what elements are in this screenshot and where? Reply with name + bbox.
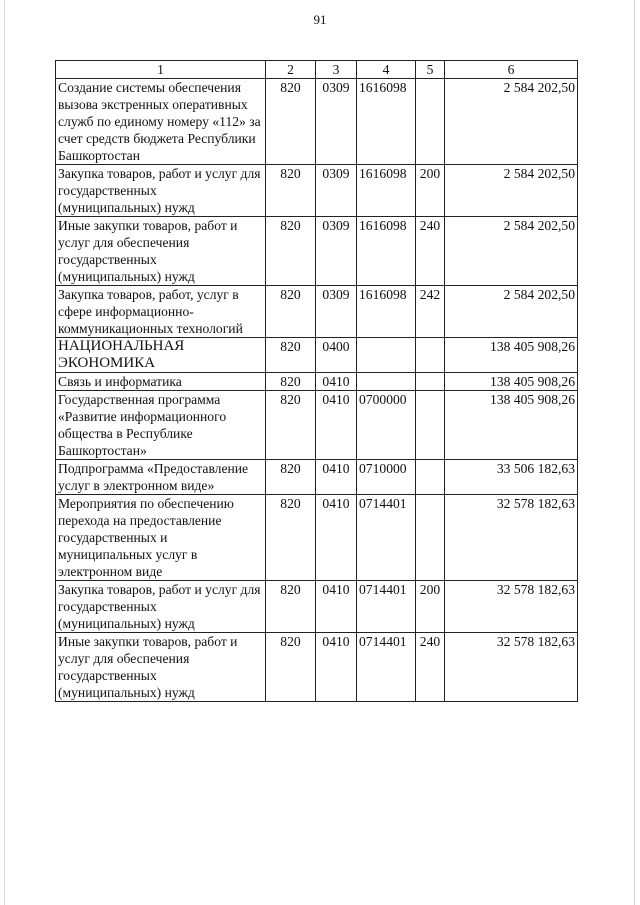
row-name: Мероприятия по обеспечению перехода на предоставление государственных и муниципальных услуг в электронном виде (56, 495, 266, 581)
header-col-3: 3 (316, 61, 357, 79)
row-name: Иные закупки товаров, работ и услуг для обеспечения государственных (муниципальных) нужд (56, 217, 266, 286)
row-col3: 0410 (316, 391, 357, 460)
table-row (56, 391, 578, 460)
row-col3: 0410 (316, 633, 357, 702)
row-amount: 138 405 908,26 (445, 373, 578, 391)
row-name: Государственная программа «Развитие информационного общества в Республике Башкортостан» (56, 391, 266, 460)
row-name: Закупка товаров, работ, услуг в сфере информационно-коммуникационных технологий (56, 286, 266, 338)
table-row (56, 373, 578, 391)
row-col2: 820 (266, 391, 316, 460)
row-name: Иные закупки товаров, работ и услуг для обеспечения государственных (муниципальных) нужд (56, 633, 266, 702)
row-col3: 0410 (316, 460, 357, 495)
row-col4: 0714401 (357, 633, 416, 702)
scan-edge-right (634, 0, 635, 905)
row-col2: 820 (266, 165, 316, 217)
budget-table (55, 60, 578, 702)
row-col3: 0309 (316, 165, 357, 217)
row-amount: 2 584 202,50 (445, 217, 578, 286)
row-name: НАЦИОНАЛЬНАЯ ЭКОНОМИКА (56, 338, 266, 373)
row-amount: 2 584 202,50 (445, 79, 578, 165)
header-col-2: 2 (266, 61, 316, 79)
row-amount: 32 578 182,63 (445, 633, 578, 702)
header-col-1: 1 (56, 61, 266, 79)
row-col5: 240 (416, 633, 445, 702)
table-row (56, 460, 578, 495)
row-col4: 0700000 (357, 391, 416, 460)
row-amount: 2 584 202,50 (445, 286, 578, 338)
row-name: Закупка товаров, работ и услуг для государственных (муниципальных) нужд (56, 581, 266, 633)
row-col4 (357, 338, 416, 373)
row-col5 (416, 79, 445, 165)
row-col4: 0714401 (357, 581, 416, 633)
row-col5 (416, 460, 445, 495)
row-col5 (416, 495, 445, 581)
header-col-6: 6 (445, 61, 578, 79)
row-col5 (416, 338, 445, 373)
row-col3: 0410 (316, 373, 357, 391)
row-amount: 32 578 182,63 (445, 495, 578, 581)
row-col5: 200 (416, 581, 445, 633)
row-amount: 32 578 182,63 (445, 581, 578, 633)
table-row (56, 338, 578, 373)
row-col4: 1616098 (357, 217, 416, 286)
table-row (56, 79, 578, 165)
row-name: Связь и информатика (56, 373, 266, 391)
row-name: Подпрограмма «Предоставление услуг в электронном виде» (56, 460, 266, 495)
row-col4: 1616098 (357, 79, 416, 165)
header-col-4: 4 (357, 61, 416, 79)
scan-edge-left (4, 0, 5, 905)
row-col4: 1616098 (357, 286, 416, 338)
row-amount: 138 405 908,26 (445, 338, 578, 373)
table-row (56, 633, 578, 702)
table-row (56, 217, 578, 286)
row-col2: 820 (266, 581, 316, 633)
row-amount: 33 506 182,63 (445, 460, 578, 495)
row-col5: 240 (416, 217, 445, 286)
row-col2: 820 (266, 286, 316, 338)
table-row (56, 581, 578, 633)
row-col2: 820 (266, 495, 316, 581)
row-col3: 0309 (316, 217, 357, 286)
row-col5: 200 (416, 165, 445, 217)
row-col2: 820 (266, 338, 316, 373)
row-col2: 820 (266, 460, 316, 495)
row-name: Создание системы обеспечения вызова экстренных оперативных служб по единому номеру «112» за счет средств бюджета Республики Башкортостан (56, 79, 266, 165)
row-col2: 820 (266, 217, 316, 286)
header-col-5: 5 (416, 61, 445, 79)
row-col4: 0710000 (357, 460, 416, 495)
row-col4: 0714401 (357, 495, 416, 581)
row-col2: 820 (266, 79, 316, 165)
row-col3: 0410 (316, 581, 357, 633)
header-row (56, 61, 578, 79)
row-col3: 0309 (316, 286, 357, 338)
table-row (56, 495, 578, 581)
row-col5 (416, 391, 445, 460)
row-col3: 0400 (316, 338, 357, 373)
row-col5: 242 (416, 286, 445, 338)
table-row (56, 165, 578, 217)
row-col3: 0309 (316, 79, 357, 165)
row-amount: 138 405 908,26 (445, 391, 578, 460)
row-col4: 1616098 (357, 165, 416, 217)
row-amount: 2 584 202,50 (445, 165, 578, 217)
row-name: Закупка товаров, работ и услуг для государственных (муниципальных) нужд (56, 165, 266, 217)
row-col3: 0410 (316, 495, 357, 581)
row-col4 (357, 373, 416, 391)
row-col2: 820 (266, 373, 316, 391)
row-col2: 820 (266, 633, 316, 702)
row-col5 (416, 373, 445, 391)
table-row (56, 286, 578, 338)
page-number: 91 (313, 12, 327, 27)
